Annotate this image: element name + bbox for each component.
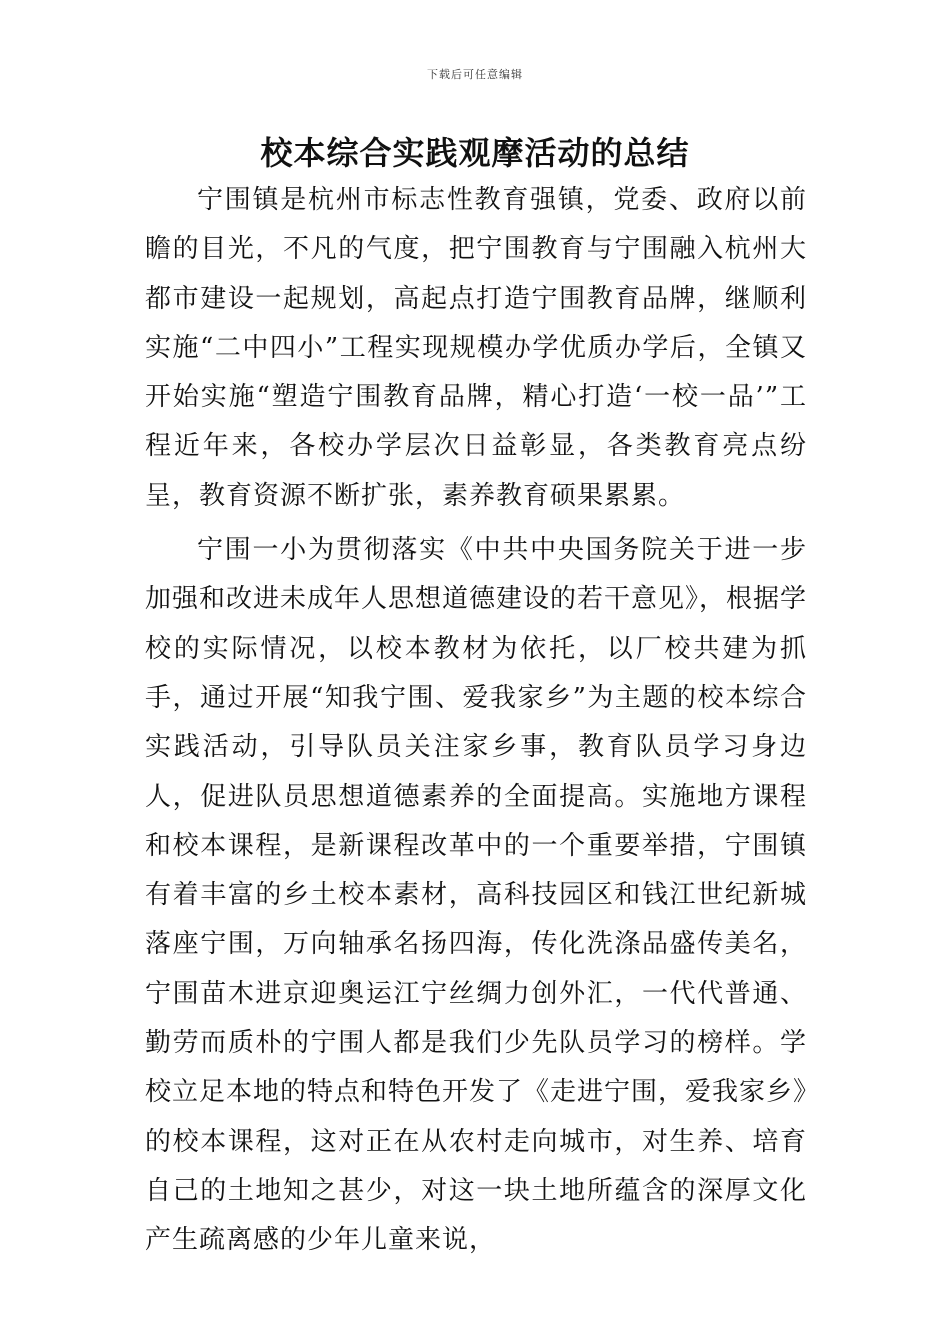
paragraph: 宁围镇是杭州市标志性教育强镇，党委、政府以前瞻的目光，不凡的气度，把宁围教育与宁围融入杭州大都市建设一起规划，高起点打造宁围教育品牌，继顺利实施“二中四小”工程实现规模办学优质办学后，全镇又开始实施“塑造宁围教育品牌，精心打造‘一校一品’”工程近年来，各校办学层次日益彰显，各类教育亮点纷呈，教育资源不断扩张，素养教育硕果累累。 (145, 185, 807, 511)
header-note: 下载后可任意编辑 (427, 68, 523, 81)
paragraph: 宁围一小为贯彻落实《中共中央国务院关于进一步加强和改进未成年人思想道德建设的若干意见》，根据学校的实际情况，以校本教材为依托，以厂校共建为抓手，通过开展“知我宁围、爱我家乡”为主题的校本综合实践活动，引导队员关注家乡事，教育队员学习身边人，促进队员思想道德素养的全面提高。实施地方课程和校本课程，是新课程改革中的一个重要举措，宁围镇有着丰富的乡土校本素材，高科技园区和钱江世纪新城落座宁围，万向轴承名扬四海，传化洗涤品盛传美名，宁围苗木进京迎奥运江宁丝绸力创外汇，一代代普通、勤劳而质朴的宁围人都是我们少先队员学习的榜样。学校立足本地的特点和特色开发了《走进宁围，爱我家乡》的校本课程，这对正在从农村走向城市，对生养、培育自己的土地知之甚少，对这一块土地所蕴含的深厚文化产生疏离感的少年儿童来说， (145, 535, 808, 1256)
document-title: 校本综合实践观摩活动的总结 (260, 134, 690, 172)
document-body (145, 176, 807, 1266)
